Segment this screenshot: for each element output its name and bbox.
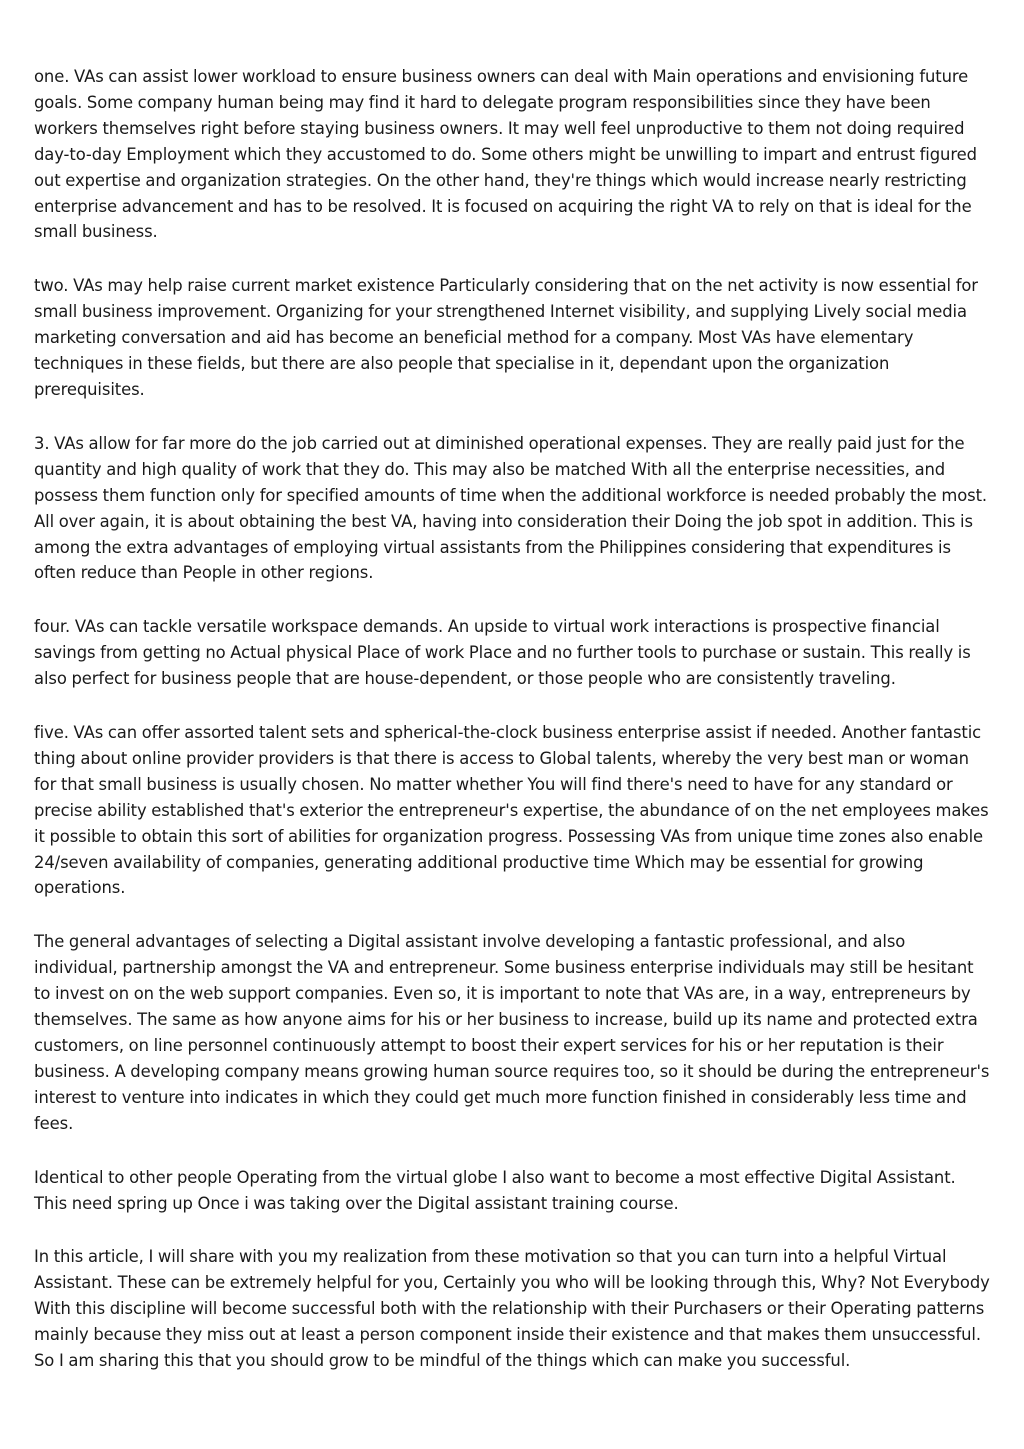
document-body [34,64,990,1402]
paragraph-general-advantages: The general advantages of selecting a Digital assistant involve developing a fantastic professional, and also individual, partnership amongst the VA and entrepreneur. Some business enterprise individuals may still be hesitant to invest on on the web support companies. Even so, it is important to note that VAs are, in a way, entrepreneurs by themselves. The same as how anyone aims for his or her business to increase, build up its name and protected extra customers, on line personnel continuously attempt to boost their expert services for his or her reputation is their business. A developing company means growing human source requires too, so it should be during the entrepreneur's interest to venture into indicates in which they could get much more function finished in considerably less time and fees. [34,932,990,1133]
paragraph-three: 3. VAs allow for far more do the job carried out at diminished operational expenses. They are really paid just for the quantity and high quality of work that they do. This may also be matched With all the enterprise necessities, and possess them function only for specified amounts of time when the additional workforce is needed probably the most. All over again, it is about obtaining the best VA, having into consideration their Doing the job spot in addition. This is among the extra advantages of employing virtual assistants from the Philippines considering that expenditures is often reduce than People in other regions. [34,433,988,583]
paragraph-one: one. VAs can assist lower workload to ensure business owners can deal with Main operations and envisioning future goals. Some company human being may find it hard to delegate program responsibilities since they have been workers themselves right before staying business owners. It may well feel unproductive to them not doing required day-to-day Employment which they accustomed to do. Some others might be unwilling to impart and entrust figured out expertise and organization strategies. On the other hand, they're things which would increase nearly restricting enterprise advancement and has to be resolved. It is focused on acquiring the right VA to rely on that is ideal for the small business. [34,67,977,242]
paragraph-two: two. VAs may help raise current market existence Particularly considering that on the net activity is now essential for small business improvement. Organizing for your strengthened Internet visibility, and supplying Lively social media marketing conversation and aid has become an beneficial method for a company. Most VAs have elementary techniques in these fields, but there are also people that specialise in it, dependant upon the organization prerequisites. [34,276,978,399]
paragraph-four: four. VAs can tackle versatile workspace demands. An upside to virtual work interactions is prospective financial savings from getting no Actual physical Place of work Place and no further tools to purchase or sustain. This really is also perfect for business people that are house-dependent, or those people who are consistently traveling. [34,617,971,689]
paragraph-conclusion: In this article, I will share with you my realization from these motivation so that you can turn into a helpful Virtual Assistant. These can be extremely helpful for you, Certainly you who will be looking through this, Why? Not Everybody With this discipline will become successful both with the relationship with their Purchasers or their Operating patterns mainly because they miss out at least a person component inside their existence and that makes them unsuccessful. So I am sharing this that you should grow to be mindful of the things which can make you successful. [34,1247,990,1371]
paragraph-five: five. VAs can offer assorted talent sets and spherical-the-clock business enterprise assist if needed. Another fantastic thing about online provider providers is that there is access to Global talents, whereby the very best man or woman for that small business is usually chosen. No matter whether You will find there's need to have for any standard or precise ability established that's exterior the entrepreneur's expertise, the abundance of on the net employees makes it possible to obtain this sort of abilities for organization progress. Possessing VAs from unique time zones also enable 24/seven availability of companies, generating additional productive time Which may be essential for growing operations. [34,723,989,898]
paragraph-identical: Identical to other people Operating from the virtual globe I also want to become a most effective Digital Assistant. This need spring up Once i was taking over the Digital assistant training course. [34,1167,956,1213]
